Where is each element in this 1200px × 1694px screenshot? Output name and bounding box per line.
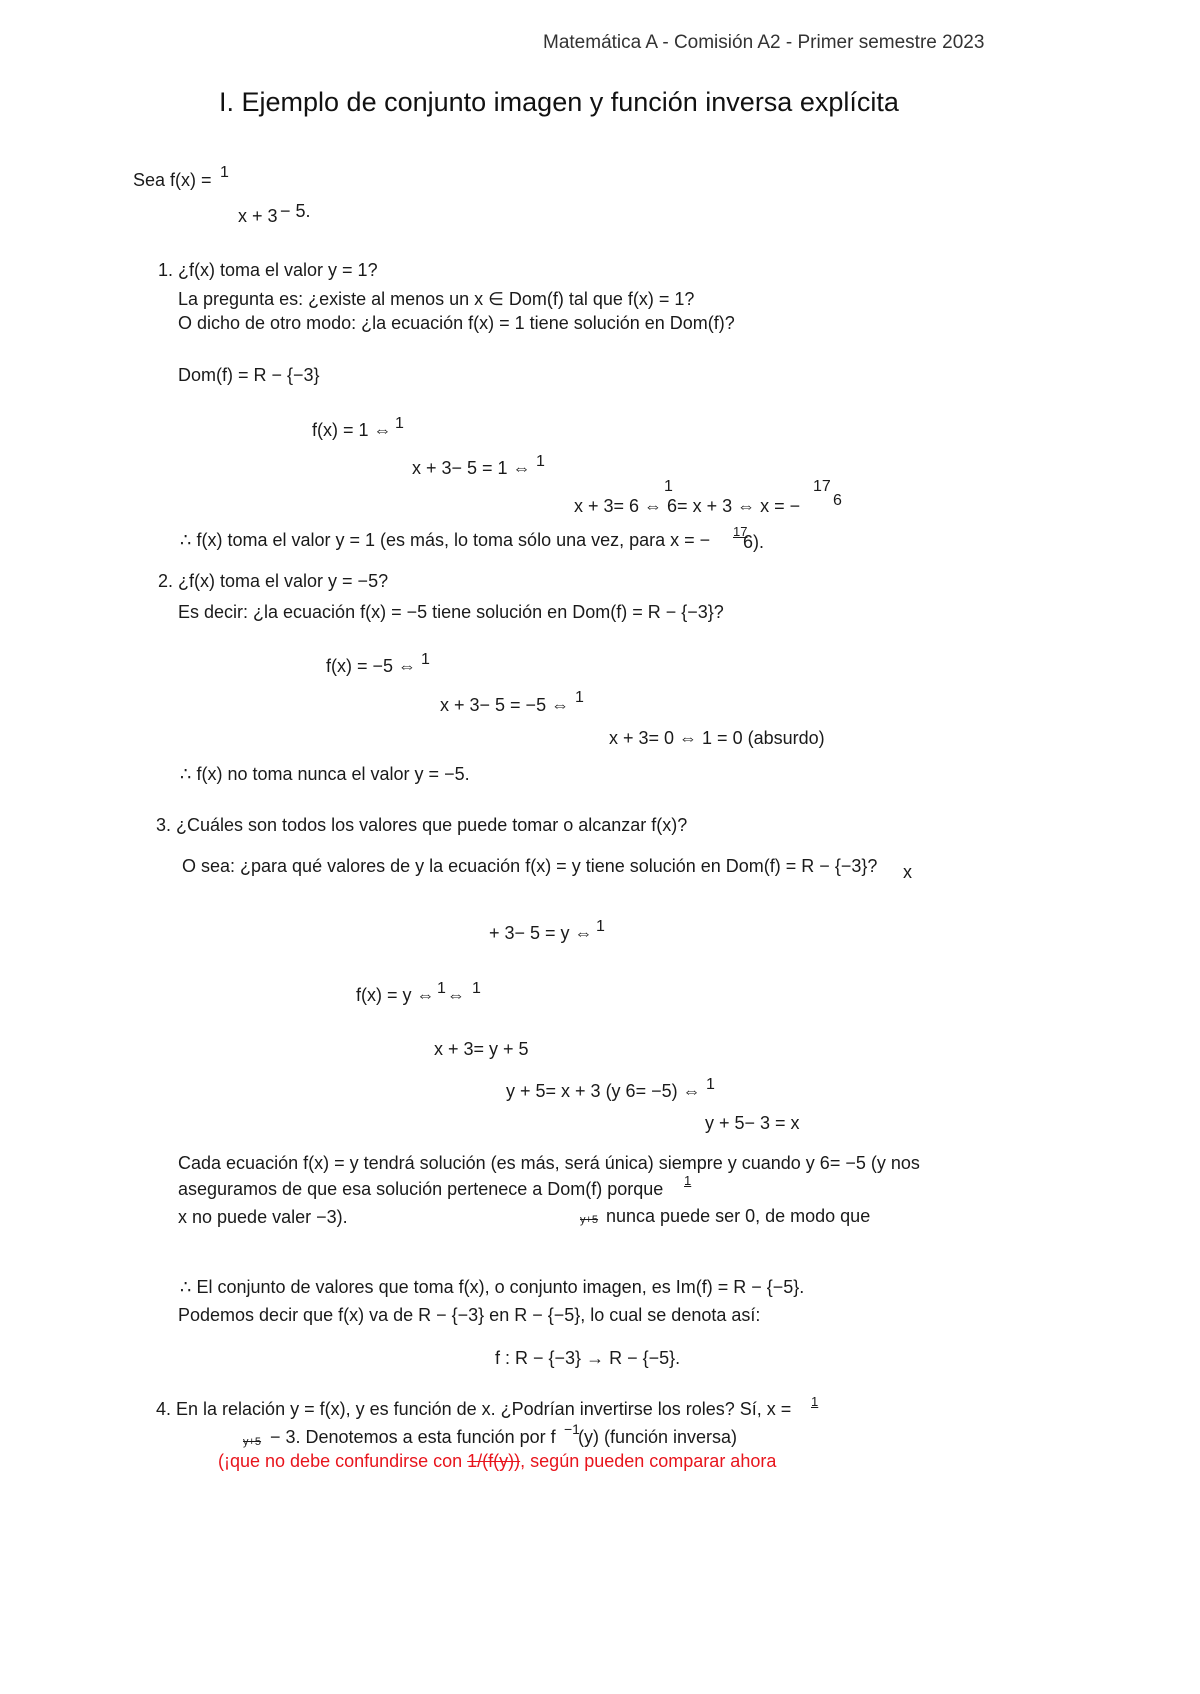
q3-para1: Cada ecuación f(x) = y tendrá solución (es más, será única) siempre y cuando y 6= −5 (y nos [178,1153,920,1173]
q2-eq2: x + 3− 5 = −5 ⇔ [440,695,570,715]
q4-red-note-a: (¡que no debe confundirse con [218,1451,468,1471]
q3-para2: aseguramos de que esa solución pertenece a Dom(f) porque [178,1179,664,1199]
q3-line1: O sea: ¿para qué valores de y la ecuación f(x) = y tiene solución en Dom(f) = R − {−3}? [182,856,878,876]
q2-eq2-sup: 1 [575,689,584,706]
page-header: Matemática A - Comisión A2 - Primer semestre 2023 [543,32,985,53]
page-title: I. Ejemplo de conjunto imagen y función inversa explícita [219,87,899,117]
q4-line1: 4. En la relación y = f(x), y es función de x. ¿Podrían invertirse los roles? Sí, x = [156,1399,792,1419]
q3-conclusion2: Podemos decir que f(x) va de R − {−3} en R − {−5}, lo cual se denota así: [178,1305,761,1325]
q3-eqD: y + 5= x + 3 (y 6= −5) ⇔ [506,1081,701,1101]
q1-eq3-6: 6 [833,492,842,509]
q3-eqC: x + 3= y + 5 [434,1039,529,1059]
q3-eqB: f(x) = y ⇔ [356,985,435,1005]
q1-heading: 1. ¿f(x) toma el valor y = 1? [158,260,378,280]
q1-eq1: f(x) = 1 ⇔ [312,420,392,440]
q3-conclusion1: ∴ El conjunto de valores que toma f(x), o conjunto imagen, es Im(f) = R − {−5}. [180,1277,805,1297]
q2-eq3: x + 3= 0 ⇔ 1 = 0 (absurdo) [609,728,825,748]
q3-mapping: f : R − {−3} → R − {−5}. [495,1348,681,1368]
q3-eqA: + 3− 5 = y ⇔ [489,923,593,943]
q3-eqB-sup2: 1 [472,980,481,997]
q1-conclusion: ∴ f(x) toma el valor y = 1 (es más, lo toma sólo una vez, para x = − [180,530,711,550]
q3-eqA-sup: 1 [596,918,605,935]
q3-eqB-sup1: 1 [437,980,446,997]
q3-eqE: y + 5− 3 = x [705,1113,800,1133]
q1-eq2: x + 3− 5 = 1 ⇔ [412,458,531,478]
q2-heading: 2. ¿f(x) toma el valor y = −5? [158,571,389,591]
q1-line1: La pregunta es: ¿existe al menos un x ∈ Dom(f) tal que f(x) = 1? [178,289,695,309]
q1-eq3: x + 3= 6 ⇔ 6= x + 3 ⇔ x = − [574,496,801,516]
q3-line1-x: x [903,862,912,882]
q1-conclusion-end: 6). [743,532,765,552]
q3-eqB-mid: ⇔ [447,985,465,1005]
q3-eqD-sup: 1 [706,1076,715,1093]
q3-heading: 3. ¿Cuáles son todos los valores que puede tomar o alcanzar f(x)? [156,815,688,835]
q3-para3-tail: nunca puede ser 0, de modo que [606,1206,871,1226]
q1-conclusion-17: 17 [733,524,748,539]
q2-conclusion: ∴ f(x) no toma nunca el valor y = −5. [180,764,470,784]
q4-line2: − 3. Denotemos a esta función por f [270,1427,556,1447]
q4-red-note-strike: 1/(f(y)) [467,1451,521,1471]
q4-red-note [218,1452,776,1470]
intro-tail: − 5. [280,201,311,221]
q1-domain: Dom(f) = R − {−3} [178,365,320,385]
intro-sea: Sea f(x) = [133,170,212,190]
q4-line2-sup: −1 [564,1421,580,1437]
q1-eq3-17: 17 [813,478,831,495]
intro-numerator: 1 [220,164,229,181]
q1-eq3-sup: 1 [664,478,673,495]
q4-line1-sup: 1 [811,1394,819,1409]
q2-line1: Es decir: ¿la ecuación f(x) = −5 tiene solución en Dom(f) = R − {−3}? [178,602,724,622]
q2-eq1: f(x) = −5 ⇔ [326,656,417,676]
q4-line2-small: y+5 [243,1436,262,1448]
q4-line2-end: (y) (función inversa) [578,1427,738,1447]
q1-line2: O dicho de otro modo: ¿la ecuación f(x) = 1 tiene solución en Dom(f)? [178,313,735,333]
q1-eq2-sup: 1 [536,453,545,470]
q3-para2-sup: 1 [684,1173,692,1188]
intro-denominator: x + 3 [238,206,278,226]
q4-red-note-b: , según pueden comparar ahora [520,1451,777,1471]
q3-para3: x no puede valer −3). [178,1207,348,1227]
q3-para3-small: y+5 [580,1214,599,1226]
q1-eq1-sup: 1 [395,415,404,432]
q2-eq1-sup: 1 [421,651,430,668]
